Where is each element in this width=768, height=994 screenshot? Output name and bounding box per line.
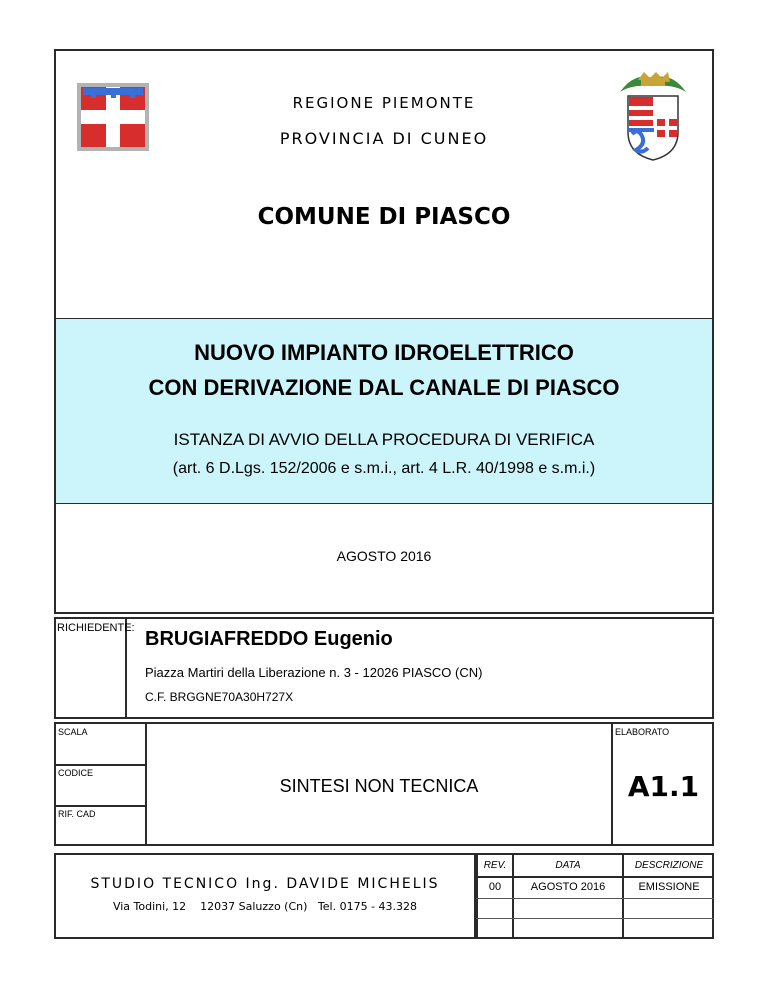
province-name: PROVINCIA DI CUNEO	[279, 129, 489, 148]
titleblock-row-divider-1	[54, 764, 146, 766]
rev-row-rev: 00	[488, 881, 502, 893]
region-name: REGIONE PIEMONTE	[292, 94, 476, 112]
rev-row-data: AGOSTO 2016	[530, 881, 606, 893]
project-title-line2: CON DERIVAZIONE DAL CANALE DI PIASCO	[148, 375, 620, 400]
studio-panel	[54, 853, 476, 939]
studio-name: STUDIO TECNICO Ing. DAVIDE MICHELIS	[90, 876, 440, 892]
rev-row-divider-3	[476, 918, 714, 919]
scala-label: SCALA	[58, 727, 88, 737]
project-title-line1: NUOVO IMPIANTO IDROELETTRICO	[194, 340, 574, 365]
project-subtitle: ISTANZA DI AVVIO DELLA PROCEDURA DI VERIFICA	[173, 430, 595, 449]
titleblock-row-divider-2	[54, 805, 146, 807]
project-date: AGOSTO 2016	[336, 548, 432, 564]
rev-header-rev: REV.	[483, 860, 507, 871]
elaborato-label: ELABORATO	[615, 727, 670, 737]
provincia-cuneo-crest	[614, 70, 692, 162]
elaborato-value: A1.1	[627, 770, 700, 803]
project-references: (art. 6 D.Lgs. 152/2006 e s.m.i., art. 4 L.R. 40/1998 e s.m.i.)	[172, 460, 596, 477]
rif-cad-label: RIF. CAD	[58, 809, 96, 819]
studio-address: Via Todini, 12 12037 Saluzzo (Cn) Tel. 0175 - 43.328	[112, 900, 418, 913]
applicant-address: Piazza Martiri della Liberazione n. 3 - 12026 PIASCO (CN)	[145, 665, 483, 680]
rev-header-descrizione: DESCRIZIONE	[634, 860, 704, 871]
municipality-title: COMUNE DI PIASCO	[257, 204, 511, 230]
document-title: SINTESI NON TECNICA	[279, 776, 479, 796]
applicant-tax-code: C.F. BRGGNE70A30H727X	[145, 690, 294, 704]
applicant-label: RICHIEDENTE:	[57, 622, 135, 634]
rev-row-divider-2	[476, 898, 714, 899]
codice-label: CODICE	[58, 768, 94, 778]
regione-piemonte-logo	[77, 83, 149, 151]
rev-row-descrizione: EMISSIONE	[638, 881, 700, 893]
rev-header-data: DATA	[555, 860, 581, 871]
rev-row-divider-1	[476, 876, 714, 878]
applicant-name: BRUGIAFREDDO Eugenio	[145, 628, 393, 650]
